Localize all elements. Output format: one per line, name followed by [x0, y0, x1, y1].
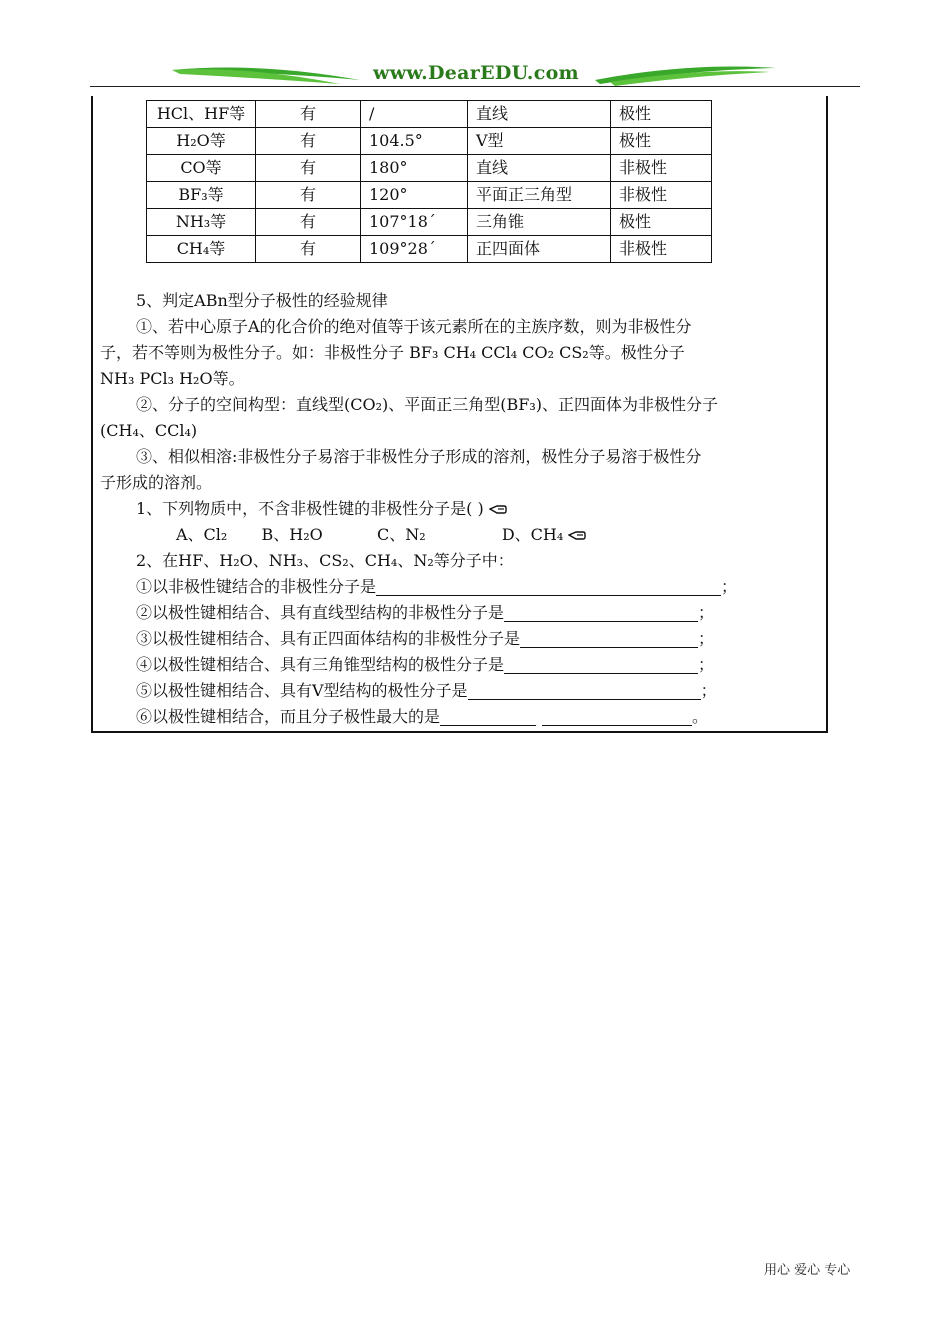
answer-blank[interactable] [440, 707, 536, 726]
table-cell-c5: 非极性 [611, 155, 712, 182]
table-row [147, 236, 712, 263]
table-row [147, 155, 712, 182]
table-cell-c3: 104.5° [361, 128, 468, 155]
rule3-line2: 子形成的溶剂。 [100, 473, 213, 492]
table-cell-c1: H₂O等 [147, 128, 256, 155]
table-row [147, 101, 712, 128]
q2-item-end: ； [698, 603, 715, 622]
question-2-stem: 2、在HF、H₂O、NH₃、CS₂、CH₄、N₂等分子中： [136, 551, 514, 570]
option-c: C、N₂ [376, 525, 426, 544]
table-cell-c3: 180° [361, 155, 468, 182]
table-cell-c3: / [361, 101, 468, 128]
rule2-line1: ②、分子的空间构型：直线型(CO₂)、平面正三角型(BF₃)、正四面体为非极性分子 [136, 395, 719, 414]
answer-blank[interactable] [504, 603, 698, 622]
answer-blank[interactable] [504, 655, 698, 674]
rule2-line2: (CH₄、CCl₄) [100, 421, 198, 440]
table-cell-c4: 正四面体 [468, 236, 611, 263]
table-cell-c1: CH₄等 [147, 236, 256, 263]
option-d: D、CH₄ [501, 525, 564, 544]
table-cell-c2: 有 [256, 101, 361, 128]
option-a: A、Cl₂ [176, 525, 228, 544]
question-1-stem: 1、下列物质中，不含非极性键的非极性分子是( ) [136, 499, 484, 518]
q2-item-4 [100, 652, 856, 678]
table-cell-c5: 极性 [611, 101, 712, 128]
q2-item-2 [100, 600, 856, 626]
table-cell-c4: 直线 [468, 155, 611, 182]
page-footer: 用心 爱心 专心 [764, 1263, 851, 1278]
q2-item-6 [100, 704, 856, 730]
q2-item-text: ②以极性键相结合、具有直线型结构的非极性分子是 [136, 603, 505, 622]
table-cell-c3: 120° [361, 182, 468, 209]
table-cell-c3: 107°18´ [361, 209, 468, 236]
table-cell-c1: NH₃等 [147, 209, 256, 236]
rule1-line3: NH₃ PCl₃ H₂O等。 [100, 369, 245, 388]
answer-blank[interactable] [520, 629, 698, 648]
table-cell-c3: 109°28´ [361, 236, 468, 263]
table-cell-c1: CO等 [147, 155, 256, 182]
rule3-line1: ③、相似相溶:非极性分子易溶于非极性分子形成的溶剂，极性分子易溶于极性分 [136, 447, 702, 466]
table-cell-c2: 有 [256, 209, 361, 236]
q2-item-end: ； [698, 655, 715, 674]
site-logo-text: www.DearEDU.com [373, 62, 579, 84]
section-heading: 5、判定ABn型分子极性的经验规律 [136, 291, 388, 310]
q2-item-end: ； [700, 681, 717, 700]
table-cell-c4: V型 [468, 128, 611, 155]
answer-blank[interactable] [376, 577, 721, 596]
q2-item-end: ； [698, 629, 715, 648]
molecule-table [146, 100, 712, 263]
table-row [147, 209, 712, 236]
pointing-hand-icon [568, 529, 586, 541]
table-row [147, 128, 712, 155]
q2-item-end: 。 [692, 707, 709, 726]
q2-item-text: ①以非极性键结合的非极性分子是 [136, 577, 377, 596]
table-cell-c2: 有 [256, 128, 361, 155]
table-cell-c5: 非极性 [611, 236, 712, 263]
q2-item-1 [100, 574, 856, 600]
header-divider [90, 86, 860, 87]
q2-item-text: ④以极性键相结合、具有三角锥型结构的极性分子是 [136, 655, 505, 674]
table-cell-c5: 极性 [611, 128, 712, 155]
table-cell-c4: 三角锥 [468, 209, 611, 236]
q2-item-end: ； [721, 577, 738, 596]
table-cell-c2: 有 [256, 236, 361, 263]
table-cell-c1: BF₃等 [147, 182, 256, 209]
q2-item-text: ③以极性键相结合、具有正四面体结构的非极性分子是 [136, 629, 521, 648]
rule1-line2: 子，若不等则为极性分子。如：非极性分子 BF₃ CH₄ CCl₄ CO₂ CS₂等。极性分子 [100, 343, 685, 362]
question-1-options [100, 522, 896, 548]
answer-blank[interactable] [468, 681, 701, 700]
table-cell-c5: 极性 [611, 209, 712, 236]
rule1-line1: ①、若中心原子A的化合价的绝对值等于该元素所在的主族序数，则为非极性分 [136, 317, 692, 336]
table-cell-c4: 直线 [468, 101, 611, 128]
table-row [147, 182, 712, 209]
question-1 [100, 496, 856, 522]
q2-item-3 [100, 626, 856, 652]
q2-item-5 [100, 678, 856, 704]
table-cell-c2: 有 [256, 155, 361, 182]
answer-blank[interactable] [542, 707, 692, 726]
table-cell-c2: 有 [256, 182, 361, 209]
table-cell-c5: 非极性 [611, 182, 712, 209]
pointing-hand-icon [489, 503, 507, 515]
q2-item-text: ⑤以极性键相结合、具有V型结构的极性分子是 [136, 681, 468, 700]
q2-item-text: ⑥以极性键相结合，而且分子极性最大的是 [136, 707, 441, 726]
table-cell-c4: 平面正三角型 [468, 182, 611, 209]
option-b: B、H₂O [261, 525, 323, 544]
table-cell-c1: HCl、HF等 [147, 101, 256, 128]
